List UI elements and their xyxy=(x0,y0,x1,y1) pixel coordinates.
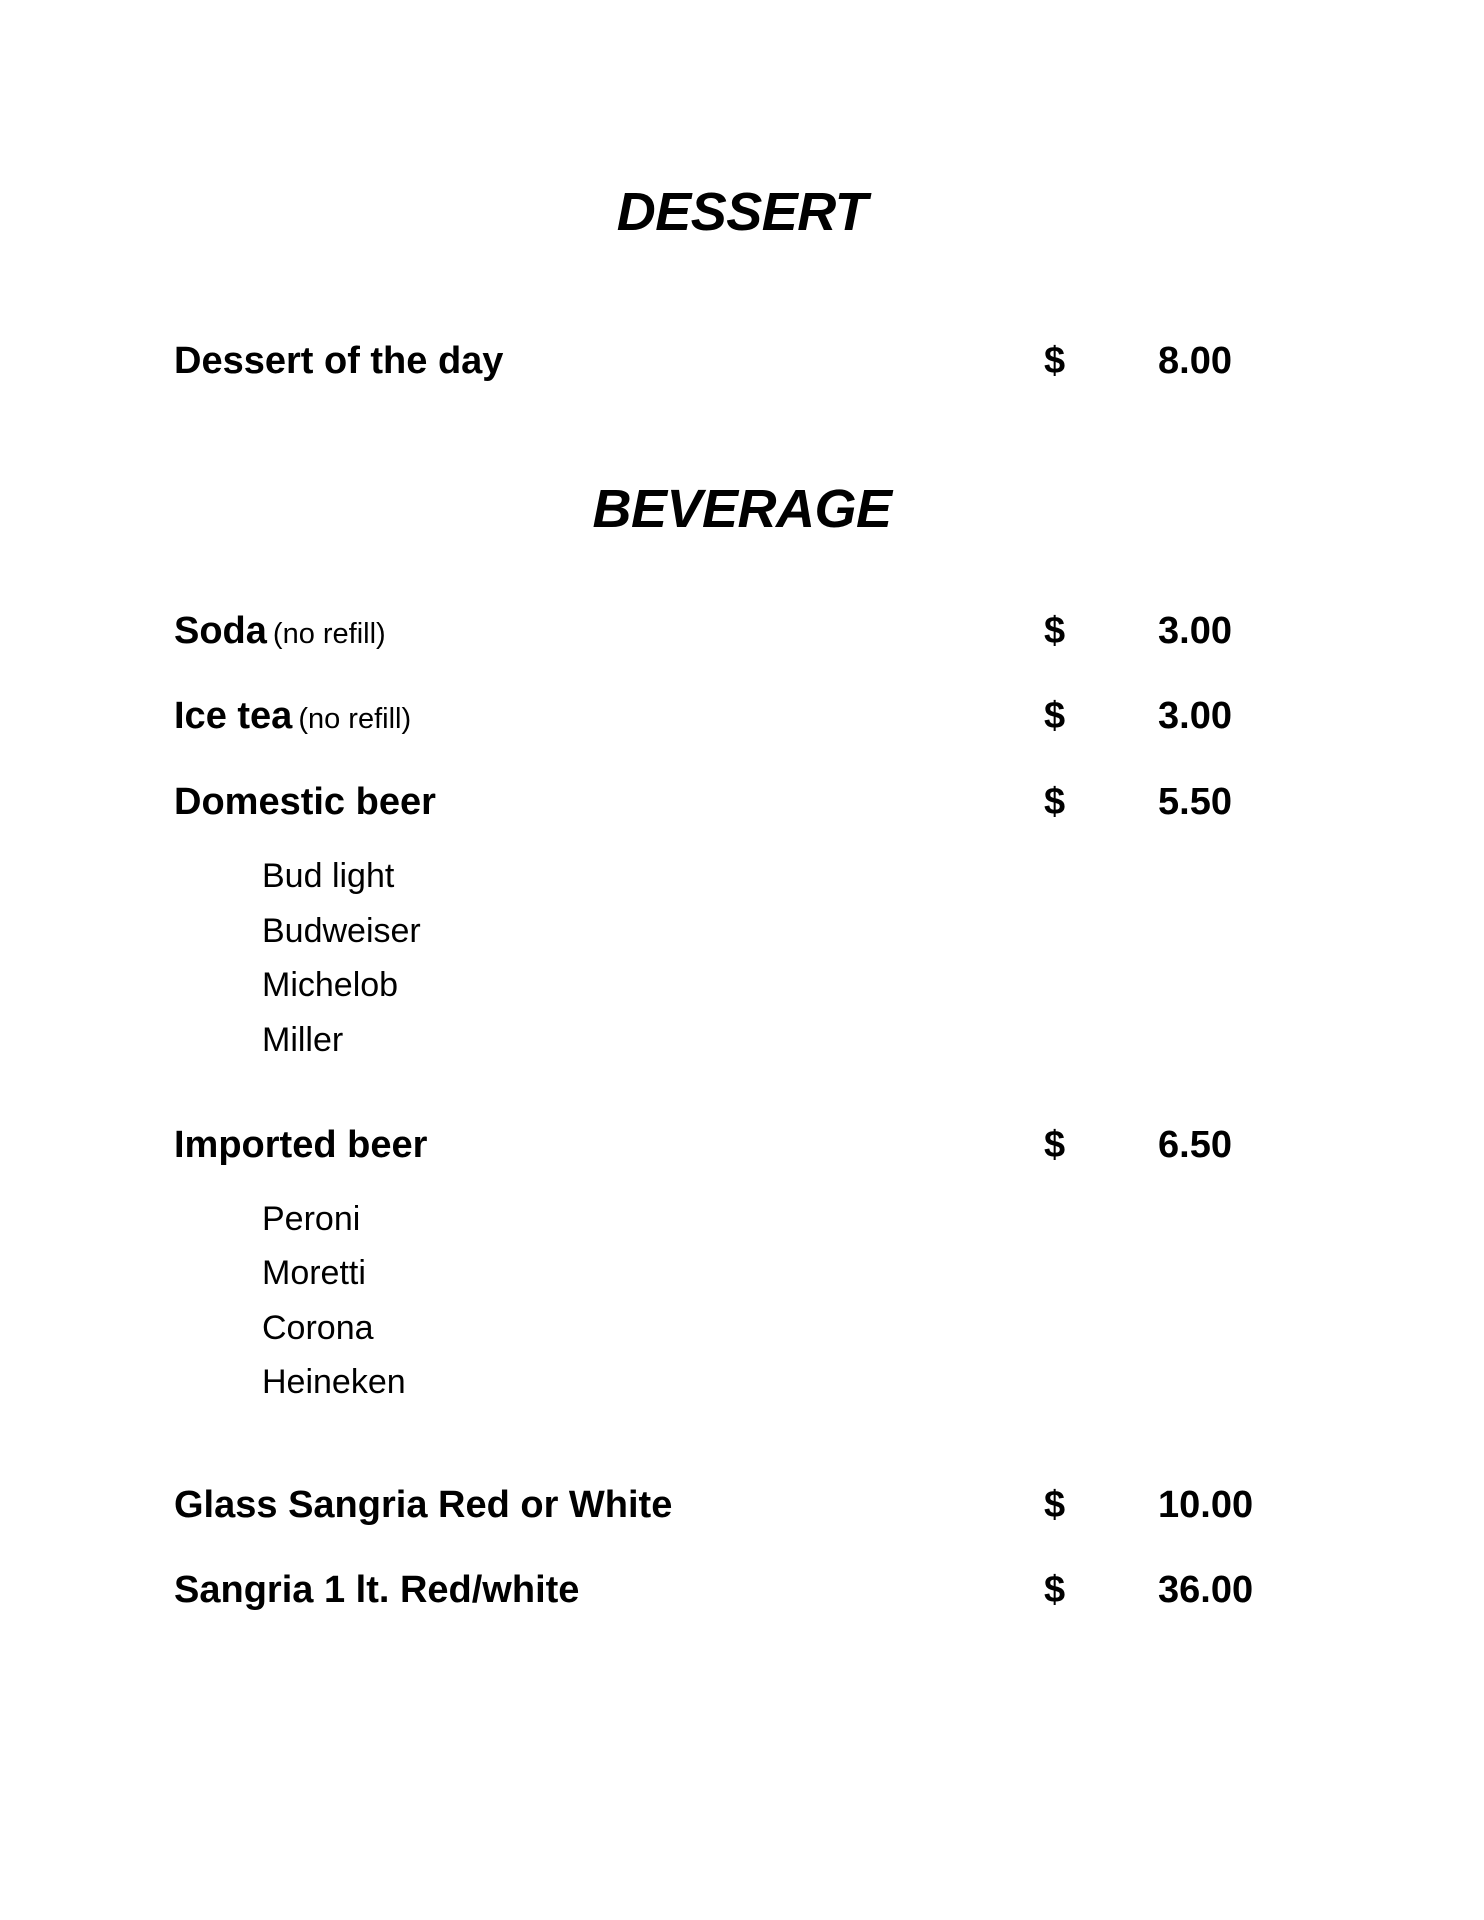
menu-item-name: Imported beer xyxy=(174,1124,428,1166)
beer-option: Peroni xyxy=(262,1200,361,1238)
menu-item-currency: $ xyxy=(1044,1569,1066,1611)
dessert-section-title: DESSERT xyxy=(616,182,868,242)
menu-item-name xyxy=(174,697,411,735)
menu-item-name: Glass Sangria Red or White xyxy=(174,1484,673,1526)
menu-item-name: Sangria 1 lt. Red/white xyxy=(174,1569,580,1611)
beer-option: Corona xyxy=(262,1309,374,1347)
menu-item-currency: $ xyxy=(1044,1484,1066,1526)
menu-item-name: Dessert of the day xyxy=(174,340,504,382)
menu-item-price: 10.00 xyxy=(1158,1484,1254,1526)
menu-item-price: 8.00 xyxy=(1158,340,1232,382)
menu-item-currency: $ xyxy=(1044,781,1066,823)
menu-item-price: 3.00 xyxy=(1158,610,1232,652)
menu-item-currency: $ xyxy=(1044,695,1066,737)
menu-item-label: Soda xyxy=(174,610,267,652)
menu-item-price: 5.50 xyxy=(1158,781,1232,823)
beer-option: Bud light xyxy=(262,857,395,895)
menu-item-price: 6.50 xyxy=(1158,1124,1232,1166)
menu-item-currency: $ xyxy=(1044,610,1066,652)
menu-item-name: Domestic beer xyxy=(174,781,436,823)
menu-item-label: Ice tea xyxy=(174,695,293,737)
beer-option: Budweiser xyxy=(262,912,421,950)
beer-option: Miller xyxy=(262,1021,344,1059)
menu-item-price: 36.00 xyxy=(1158,1569,1254,1611)
beer-option: Michelob xyxy=(262,966,399,1004)
menu-item-name xyxy=(174,612,386,650)
menu-item-currency: $ xyxy=(1044,1124,1066,1166)
menu-item-currency: $ xyxy=(1044,340,1066,382)
menu-item-note: (no refill) xyxy=(298,703,412,735)
beer-option: Heineken xyxy=(262,1363,406,1401)
menu-item-note: (no refill) xyxy=(272,618,386,650)
beverage-section-title: BEVERAGE xyxy=(592,479,892,539)
beer-option: Moretti xyxy=(262,1254,366,1292)
menu-item-price: 3.00 xyxy=(1158,695,1232,737)
